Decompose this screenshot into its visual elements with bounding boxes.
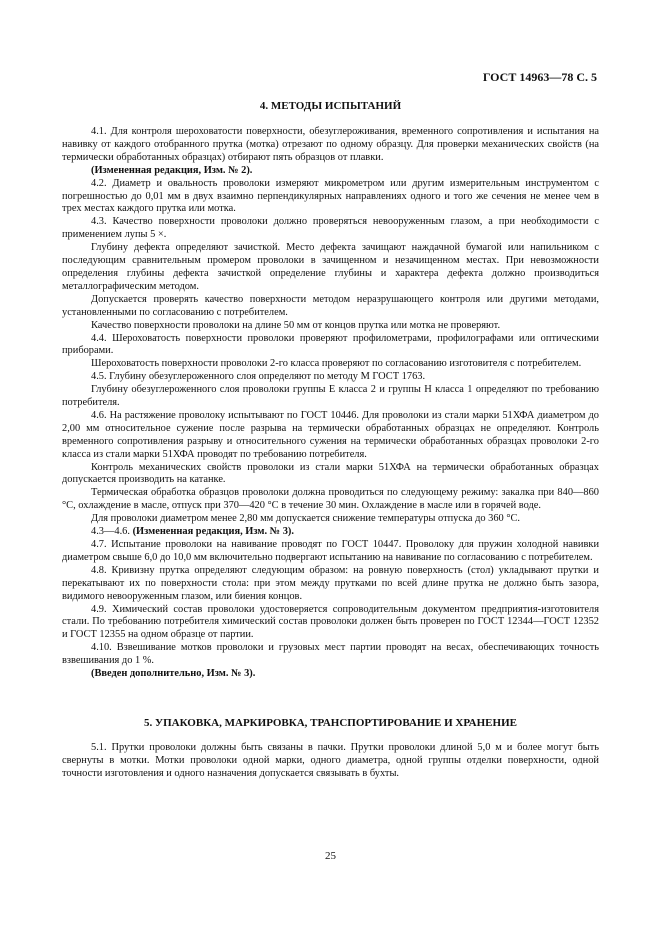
paragraph-mech-control: Контроль механических свойств проволоки из стали марки 51ХФА на термически обработанных образцах допускается производить на катанке. (62, 461, 599, 486)
amendment-note-2: (Измененная редакция, Изм. № 2). (91, 164, 253, 176)
amendment-note-added: (Введен дополнительно, Изм. № 3). (91, 668, 256, 680)
paragraph-heat-treatment: Термическая обработка образцов проволоки должна проводиться по следующему режиму: закалка при 840—860 °С, охлаждение в масле, отпуск при 370—420 °С в течение 30 мин. Охлаждение в масле или в горячей воде. (62, 487, 599, 512)
paragraph-5-1: 5.1. Прутки проволоки должны быть связаны в пачки. Прутки проволоки длиной 5,0 м и более могут быть свернуты в мотки. Мотки проволоки одной марки, одного диаметра, одной группы отделки поверхности, одной точности изготовления и одного назначения допускается связывать в бухты. (62, 741, 599, 779)
paragraph-4-1: 4.1. Для контроля шероховатости поверхности, обезуглероживания, временного сопротивления и испытания на навивку от каждого отобранного прутка (мотка) отрезают по одному образцу. Для проверки механических свойств (на термически обработанных образцах) отбирают пять образцов от плавки. (62, 126, 599, 163)
paragraph-defect-depth: Глубину дефекта определяют зачисткой. Место дефекта зачищают наждачной бумагой или напильником с последующим сравнительным промером проволоки в зачищенном и незачищенном местах. При невозможности определения глубины дефекта зачисткой определение глубины и характера дефекта должно производиться металлографическим методом. (62, 242, 599, 292)
paragraph-4-10: 4.10. Взвешивание мотков проволоки и грузовых мест партии проводят на весах, обеспечивающих точность взвешивания до 1 %. (62, 642, 599, 667)
paragraph-4-4: 4.4. Шероховатость поверхности проволоки проверяют профилометрами, профилографами или оптическими приборами. (62, 332, 599, 357)
amendment-note-3: (Измененная редакция, Изм. № 3). (132, 526, 294, 538)
paragraph-4-3: 4.3. Качество поверхности проволоки должно проверяться невооруженным глазом, а при необходимости с применением лупы 5 ×. (62, 216, 599, 241)
paragraph-4-8: 4.8. Кривизну прутка определяют следующим образом: на ровную поверхность (стол) укладывают прутки и перекатывают их по поверхности стола: при этом между прутками по всей длине прутка не должно быть зазора, видимого невооруженным глазом, или биения концов. (62, 564, 599, 602)
amendment-note-3-ref (62, 526, 599, 539)
paragraph-4-9: 4.9. Химический состав проволоки удостоверяется сопроводительным документом предприятия-изготовителя стали. По требованию потребителя химический состав проволоки должен быть проверен по ГОСТ 12344—ГОСТ 12352 и ГОСТ 12355 на одном образце от партии. (62, 603, 599, 641)
paragraph-4-6: 4.6. На растяжение проволоку испытывают по ГОСТ 10446. Для проволоки из стали марки 51ХФА диаметром до 2,00 мм относительное сужение после разрыва на термически обработанных образцах не определяют. Контроль временного сопротивления разрыву и относительного сужения на термически обработанных образцах проволоки 2-го класса из стали марки 51ХФА проводят по требованию потребителя. (62, 409, 599, 460)
paragraph-roughness-class2: Шероховатость поверхности проволоки 2-го класса проверяют по согласованию изготовителя с потребителем. (91, 358, 582, 370)
paragraph-temper-reduction: Для проволоки диаметром менее 2,80 мм допускается снижение температуры отпуска до 360 °С. (91, 513, 521, 525)
paragraph-decarb-depth: Глубину обезуглероженного слоя проволоки группы Е класса 2 и группы Н класса 1 определяют по требованию потребителя. (62, 384, 599, 409)
paragraph-surface-ends: Качество поверхности проволоки на длине 50 мм от концов прутка или мотка не проверяют. (91, 319, 501, 331)
paragraph-4-2: 4.2. Диаметр и овальность проволоки измеряют микрометром или другим измерительным инструментом с погрешностью до 0,01 мм в двух взаимно перпендикулярных направлениях одного и того же сечения не менее чем в трех местах каждого прутка или мотка. (62, 177, 599, 215)
document-header: ГОСТ 14963—78 С. 5 (482, 70, 597, 84)
page-number: 25 (325, 850, 336, 862)
section-5-heading: 5. УПАКОВКА, МАРКИРОВКА, ТРАНСПОРТИРОВАНИЕ И ХРАНЕНИЕ (144, 716, 517, 729)
paragraph-4-5: 4.5. Глубину обезуглероженного слоя определяют по методу М ГОСТ 1763. (91, 371, 426, 383)
section-4-heading: 4. МЕТОДЫ ИСПЫТАНИЙ (259, 100, 402, 112)
document-body (62, 100, 599, 781)
paragraph-nondestructive: Допускается проверять качество поверхности методом неразрушающего контроля или другими методами, установленными по согласованию с потребителем. (62, 293, 599, 318)
clause-range: 4.3—4.6. (91, 526, 133, 538)
paragraph-4-7: 4.7. Испытание проволоки на навивание проводят по ГОСТ 10447. Проволоку для пружин холодной навивки диаметром свыше 6,0 до 10,0 мм включительно подвергают испытанию на навивание по согласованию с потребителем. (62, 539, 599, 563)
